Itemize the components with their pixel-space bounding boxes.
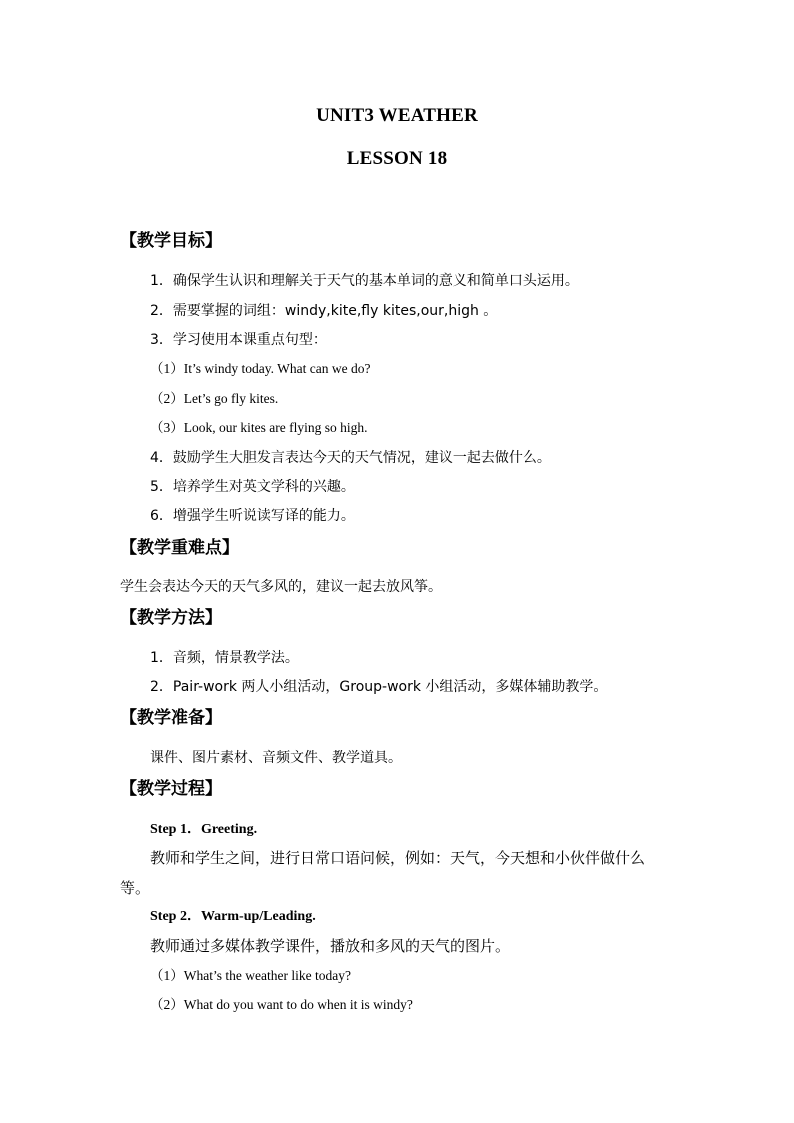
section-heading-process: 【教学过程】 — [120, 779, 222, 799]
method-item: 1．音频，情景教学法。 — [150, 650, 299, 666]
sentence-pattern-item: （1）It’s windy today. What can we do? — [150, 361, 371, 376]
sentence-pattern-item: （2）Let’s go fly kites. — [150, 391, 279, 406]
step2-question: （1）What’s the weather like today? — [150, 968, 351, 983]
lesson-title: LESSON 18 — [346, 148, 448, 169]
objective-item: 5．培养学生对英文学科的兴趣。 — [150, 479, 355, 495]
section-heading-preparation: 【教学准备】 — [120, 708, 222, 728]
step2-title: Step 2．Warm-up/Leading. — [150, 909, 316, 924]
step1-text-continued: 等。 — [120, 879, 151, 897]
section-heading-objectives: 【教学目标】 — [120, 231, 222, 251]
objective-item: 4．鼓励学生大胆发言表达今天的天气情况，建议一起去做什么。 — [150, 450, 551, 466]
step2-question: （2）What do you want to do when it is windy? — [150, 997, 413, 1012]
preparation-text: 课件、图片素材、音频文件、教学道具。 — [150, 750, 402, 766]
method-item: 2．Pair-work 两人小组活动，Group-work 小组活动，多媒体辅助教学。 — [150, 679, 608, 695]
step1-text: 教师和学生之间，进行日常口语问候，例如：天气，今天想和小伙伴做什么 — [150, 849, 646, 867]
objective-item: 6．增强学生听说读写译的能力。 — [150, 508, 355, 524]
objective-item: 1．确保学生认识和理解关于天气的基本单词的意义和简单口头运用。 — [150, 273, 579, 289]
sentence-pattern-item: （3）Look, our kites are flying so high. — [150, 420, 368, 435]
step2-text: 教师通过多媒体教学课件，播放和多风的天气的图片。 — [150, 937, 511, 955]
document-title: UNIT3 WEATHER — [316, 105, 478, 126]
objective-item: 2．需要掌握的词组：windy,kite,fly kites,our,high 。 — [150, 303, 498, 319]
objective-item: 3．学习使用本课重点句型： — [150, 332, 327, 348]
section-heading-key-points: 【教学重难点】 — [120, 538, 239, 558]
section-heading-methods: 【教学方法】 — [120, 608, 222, 628]
key-points-text: 学生会表达今天的天气多风的，建议一起去放风筝。 — [120, 579, 442, 595]
step1-title: Step 1．Greeting. — [150, 822, 258, 837]
